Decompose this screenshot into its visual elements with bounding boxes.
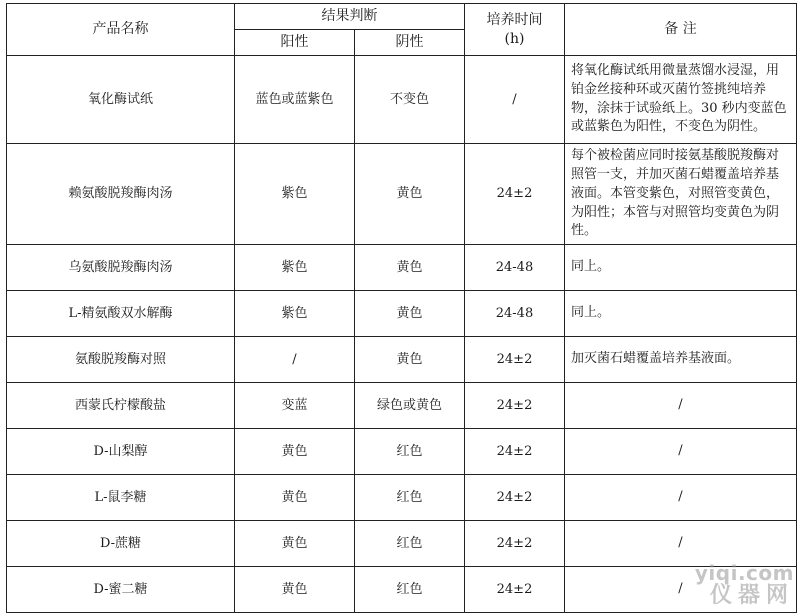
hours-cell: 24±2: [465, 337, 565, 383]
remark-cell: 将氧化酶试纸用微量蒸馏水浸湿，用铂金丝接种环或灭菌竹签挑纯培养物，涂抹于试验纸上。30 秒内变蓝色或蓝紫色为阳性，不变色为阴性。: [565, 56, 797, 144]
remark-cell: /: [565, 521, 797, 567]
remark-cell: /: [565, 383, 797, 429]
hours-cell: 24-48: [465, 245, 565, 291]
hours-cell: 24±2: [465, 521, 565, 567]
product-cell: 乌氨酸脱羧酶肉汤: [7, 245, 235, 291]
table-row: [7, 567, 797, 613]
product-cell: 氨酸脱羧酶对照: [7, 337, 235, 383]
negative-cell: 红色: [355, 567, 465, 613]
remark-cell: 每个被检菌应同时接氨基酸脱羧酶对照管一支，并加灭菌石蜡覆盖培养基液面。本管变紫色，对照管变黄色，为阳性；本管与对照管均变黄色为阴性。: [565, 144, 797, 245]
positive-cell: 变蓝: [235, 383, 355, 429]
table-row: [7, 291, 797, 337]
header-remarks: 备 注: [565, 4, 797, 56]
product-cell: L-鼠李糖: [7, 475, 235, 521]
positive-cell: 黄色: [235, 567, 355, 613]
header-incubation-time-label: 培养时间: [486, 12, 543, 29]
positive-cell: 紫色: [235, 245, 355, 291]
positive-cell: 紫色: [235, 144, 355, 245]
remark-cell: /: [565, 429, 797, 475]
positive-cell: 黄色: [235, 521, 355, 567]
table-row: [7, 521, 797, 567]
remark-cell: /: [565, 567, 797, 613]
product-cell: 西蒙氏柠檬酸盐: [7, 383, 235, 429]
negative-cell: 红色: [355, 429, 465, 475]
hours-cell: /: [465, 56, 565, 144]
negative-cell: 绿色或黄色: [355, 383, 465, 429]
header-incubation-time-unit: (h): [504, 30, 525, 47]
table-row: [7, 144, 797, 245]
negative-cell: 不变色: [355, 56, 465, 144]
negative-cell: 红色: [355, 521, 465, 567]
table-row: [7, 475, 797, 521]
negative-cell: 黄色: [355, 337, 465, 383]
product-cell: D-蔗糖: [7, 521, 235, 567]
remark-cell: 同上。: [565, 245, 797, 291]
remark-cell: /: [565, 475, 797, 521]
table-row: [7, 429, 797, 475]
negative-cell: 红色: [355, 475, 465, 521]
table-row: [7, 383, 797, 429]
negative-cell: 黄色: [355, 291, 465, 337]
positive-cell: 紫色: [235, 291, 355, 337]
hours-cell: 24±2: [465, 475, 565, 521]
watermark-line-2: 仪器网: [709, 582, 794, 608]
watermark-line-1: yiqi.com: [694, 560, 794, 585]
table-row: [7, 337, 797, 383]
hours-cell: 24-48: [465, 291, 565, 337]
product-cell: D-山梨醇: [7, 429, 235, 475]
product-cell: D-蜜二糖: [7, 567, 235, 613]
product-cell: 赖氨酸脱羧酶肉汤: [7, 144, 235, 245]
header-negative: 阴性: [355, 30, 465, 56]
header-result: 结果判断: [235, 4, 465, 30]
header-incubation-time: [465, 4, 565, 56]
product-cell: L-精氨酸双水解酶: [7, 291, 235, 337]
table-row: [7, 56, 797, 144]
positive-cell: 黄色: [235, 429, 355, 475]
hours-cell: 24±2: [465, 144, 565, 245]
positive-cell: 蓝色或蓝紫色: [235, 56, 355, 144]
test-results-table: [6, 3, 797, 613]
hours-cell: 24±2: [465, 567, 565, 613]
remark-cell: 加灭菌石蜡覆盖培养基液面。: [565, 337, 797, 383]
hours-cell: 24±2: [465, 383, 565, 429]
negative-cell: 黄色: [355, 245, 465, 291]
positive-cell: 黄色: [235, 475, 355, 521]
product-cell: 氧化酶试纸: [7, 56, 235, 144]
header-positive: 阳性: [235, 30, 355, 56]
remark-cell: 同上。: [565, 291, 797, 337]
table-row: [7, 245, 797, 291]
header-row-1: [7, 4, 797, 30]
positive-cell: /: [235, 337, 355, 383]
header-product-name: 产品名称: [7, 4, 235, 56]
hours-cell: 24±2: [465, 429, 565, 475]
negative-cell: 黄色: [355, 144, 465, 245]
